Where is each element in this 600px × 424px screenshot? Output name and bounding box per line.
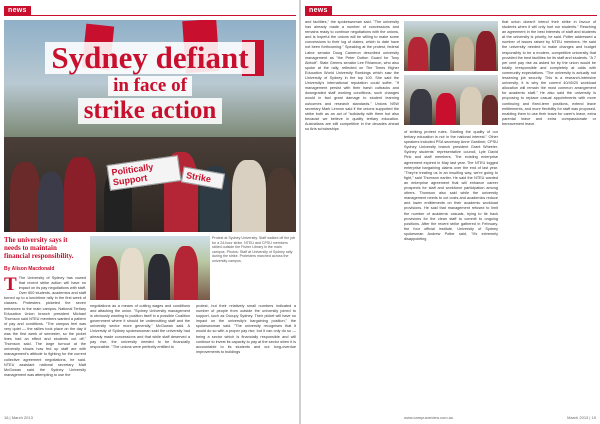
page-footer-right: March 2013 | 19	[567, 415, 596, 420]
headline-line-1: Sydney defiant	[45, 42, 254, 74]
byline: By Alison Macdonald	[4, 266, 55, 272]
section-rule-left	[4, 15, 296, 16]
body-column-1: T The University of Sydney has vowed that recent strike action will have no impact on its pay negotiations with staff. Over 600 students, academics and staff turned up to a lunchtime rally in the first week of classes. Protesters picketed the seven entrances to the main campus. National Tertiary Education Union branch president Michael Thomson said NTEU members wanted a pattern of pay and conditions. "The campus feel was very quiet — the rallies took place on the day it was the first week of semester, so the picket lines had an effect and students cut off," Thomson said. The large turnout at the university shows how fed up staff are with management's attitude to fighting for the current collective agreement negotiations, he said. NTEU assistant national secretary Matt McGowan said the Sydney University management was attempting to use the	[4, 276, 86, 377]
protest-sign: Politically Support	[107, 155, 182, 191]
headline-line-3: strike action	[78, 98, 223, 124]
photo-caption: Protest at Sydney University. Staff walked off the job for a 24-hour strike. NTEU and CPSU members rallied outside the Fisher Library in the main campus. Photos: Staff at University of Sydney rally during the strike. Protesters marched across the university campus.	[212, 236, 296, 263]
headline-line-2: in face of	[108, 76, 192, 96]
page-footer-left: 18 | March 2013	[4, 415, 33, 420]
body-column-3: protest, but their relatively small numbers indicated a number of people from outside the university joined to support, such as Occupy Sydney. Their picket will have no impact on the university's bargaining position," the spokeswoman said. "The university recognises that it would do so with a proper pay rise, but it can only do so — being a sector which is financially responsible and will continue to invest its capacity to pay at the sector when it is accountable to its students and our long-overdue improvements to buildings	[196, 304, 296, 354]
protest-photo-2	[404, 75, 498, 125]
section-tag-left: news	[4, 6, 31, 16]
body-column-6: that union doesn't intend their strike in favour of students when it will only hurt our students." Reaching an agreement in the best interests of staff and students at the university is priority, he said. Potter addressed a number of issues raised by NTEU members. He said the university needed to make changes and budget responsibly to be a modern, competitive university that provided the best facilities for its staff and students. "A 7 per cent pay rise as asked for by the union would be totally irresponsible and completely at odds with community expectations. "The university is actually not lessening job security. This is a research-intensive university, it is why the current 40/40/20 workload allocation will remain the most common arrangement for academic staff." He also said the university is proposing to replace casual appointments with more continuing and fixed-term positions, extend leave entitlements, and more flexibility for staff was proposed, enabling them to use their leave for carer's leave, extra parental leave and extra compassionate or bereavement leave.	[502, 20, 596, 126]
page-footer-url: www.campusreview.com.au	[404, 415, 454, 420]
drop-cap: T	[4, 276, 17, 295]
headline	[4, 42, 296, 124]
body-column-5: of striking protest rules. Starting the quality of our tertiary education is not in the national interest." Other speakers included PSA secretary Anne Gardiner, CPSU Sydney University branch president Grant Wheeler, Sydney students' representative council, Lyle David Pink and staff members. The existing enterprise agreement expired in May last year. The NTEU logged enterprise bargaining claims over the end of last year. "They're treating us in an insulting way, we're going to fight," said Thomson earlier. He said the NTEU wanted an enterprise agreement that will enhance career prospects for staff and workforce participation among others. Thomson also said while the university management needs to cut costs and academics reduce and lower entitlements on their academic workload provisions. He said that management refused to limit the number of academic casuals, trying to tie back provisions for the clean staff to commit to ongoing positions. After the recent strike gathered in February, the four official institute, University of Sydney spokesman Andrew Potter said, "It's extremely disappointing	[404, 130, 498, 241]
inset-photo	[90, 236, 210, 300]
left-page	[0, 0, 299, 424]
protest-photo-1	[404, 21, 498, 71]
section-tag-right: news	[305, 6, 332, 16]
photo-stack	[404, 21, 498, 125]
body-column-2: negotiations as a means of cutting wages and conditions and attacking the union. "Sydney University management is obviously wanting to position itself in a possible Coalition government where it should be undercutting staff and the university sector more generally," McGowan said. A University of Sydney spokeswoman said the university had already made concessions and that while staff deserved a pay rise, the university needed to be financially responsible. "The unions were perfectly entitled to	[90, 304, 190, 349]
standfirst: The university says it needs to maintain financial responsibility.	[4, 236, 74, 260]
right-page	[301, 0, 600, 424]
body-column-4: and facilities," the spokeswoman said. "The university has already made a number of concessions and remains ready to continue negotiations with the unions, and is hopeful the unions will be willing to make some concessions to their log of claims, which to date have not been forthcoming." Speaking at the protest, federal Labor senator Doug Cameron described university management as "the Peter Dutton Guard for Tony Abbott". State Greens senator Lee Rhiannon, who also spoke at the rally, reflected on The Times Higher Education World University Rankings which saw the University of Sydney in the top 100. She said the University's international reputation could suffer. "If management persist with their harsh cutbacks and downgraded staff working conditions, such changes would in fact great damage to student learning outcomes and research standards." Unions NSW secretary Mark Lennon said if the unions supported the strike both as an act of "solidarity with them but also because we believe in quality tertiary education. Australians are still competitive in the decades ahead so Arts scholarships	[305, 20, 399, 131]
section-rule-right	[305, 15, 597, 16]
protest-sign: Strike	[181, 166, 225, 189]
